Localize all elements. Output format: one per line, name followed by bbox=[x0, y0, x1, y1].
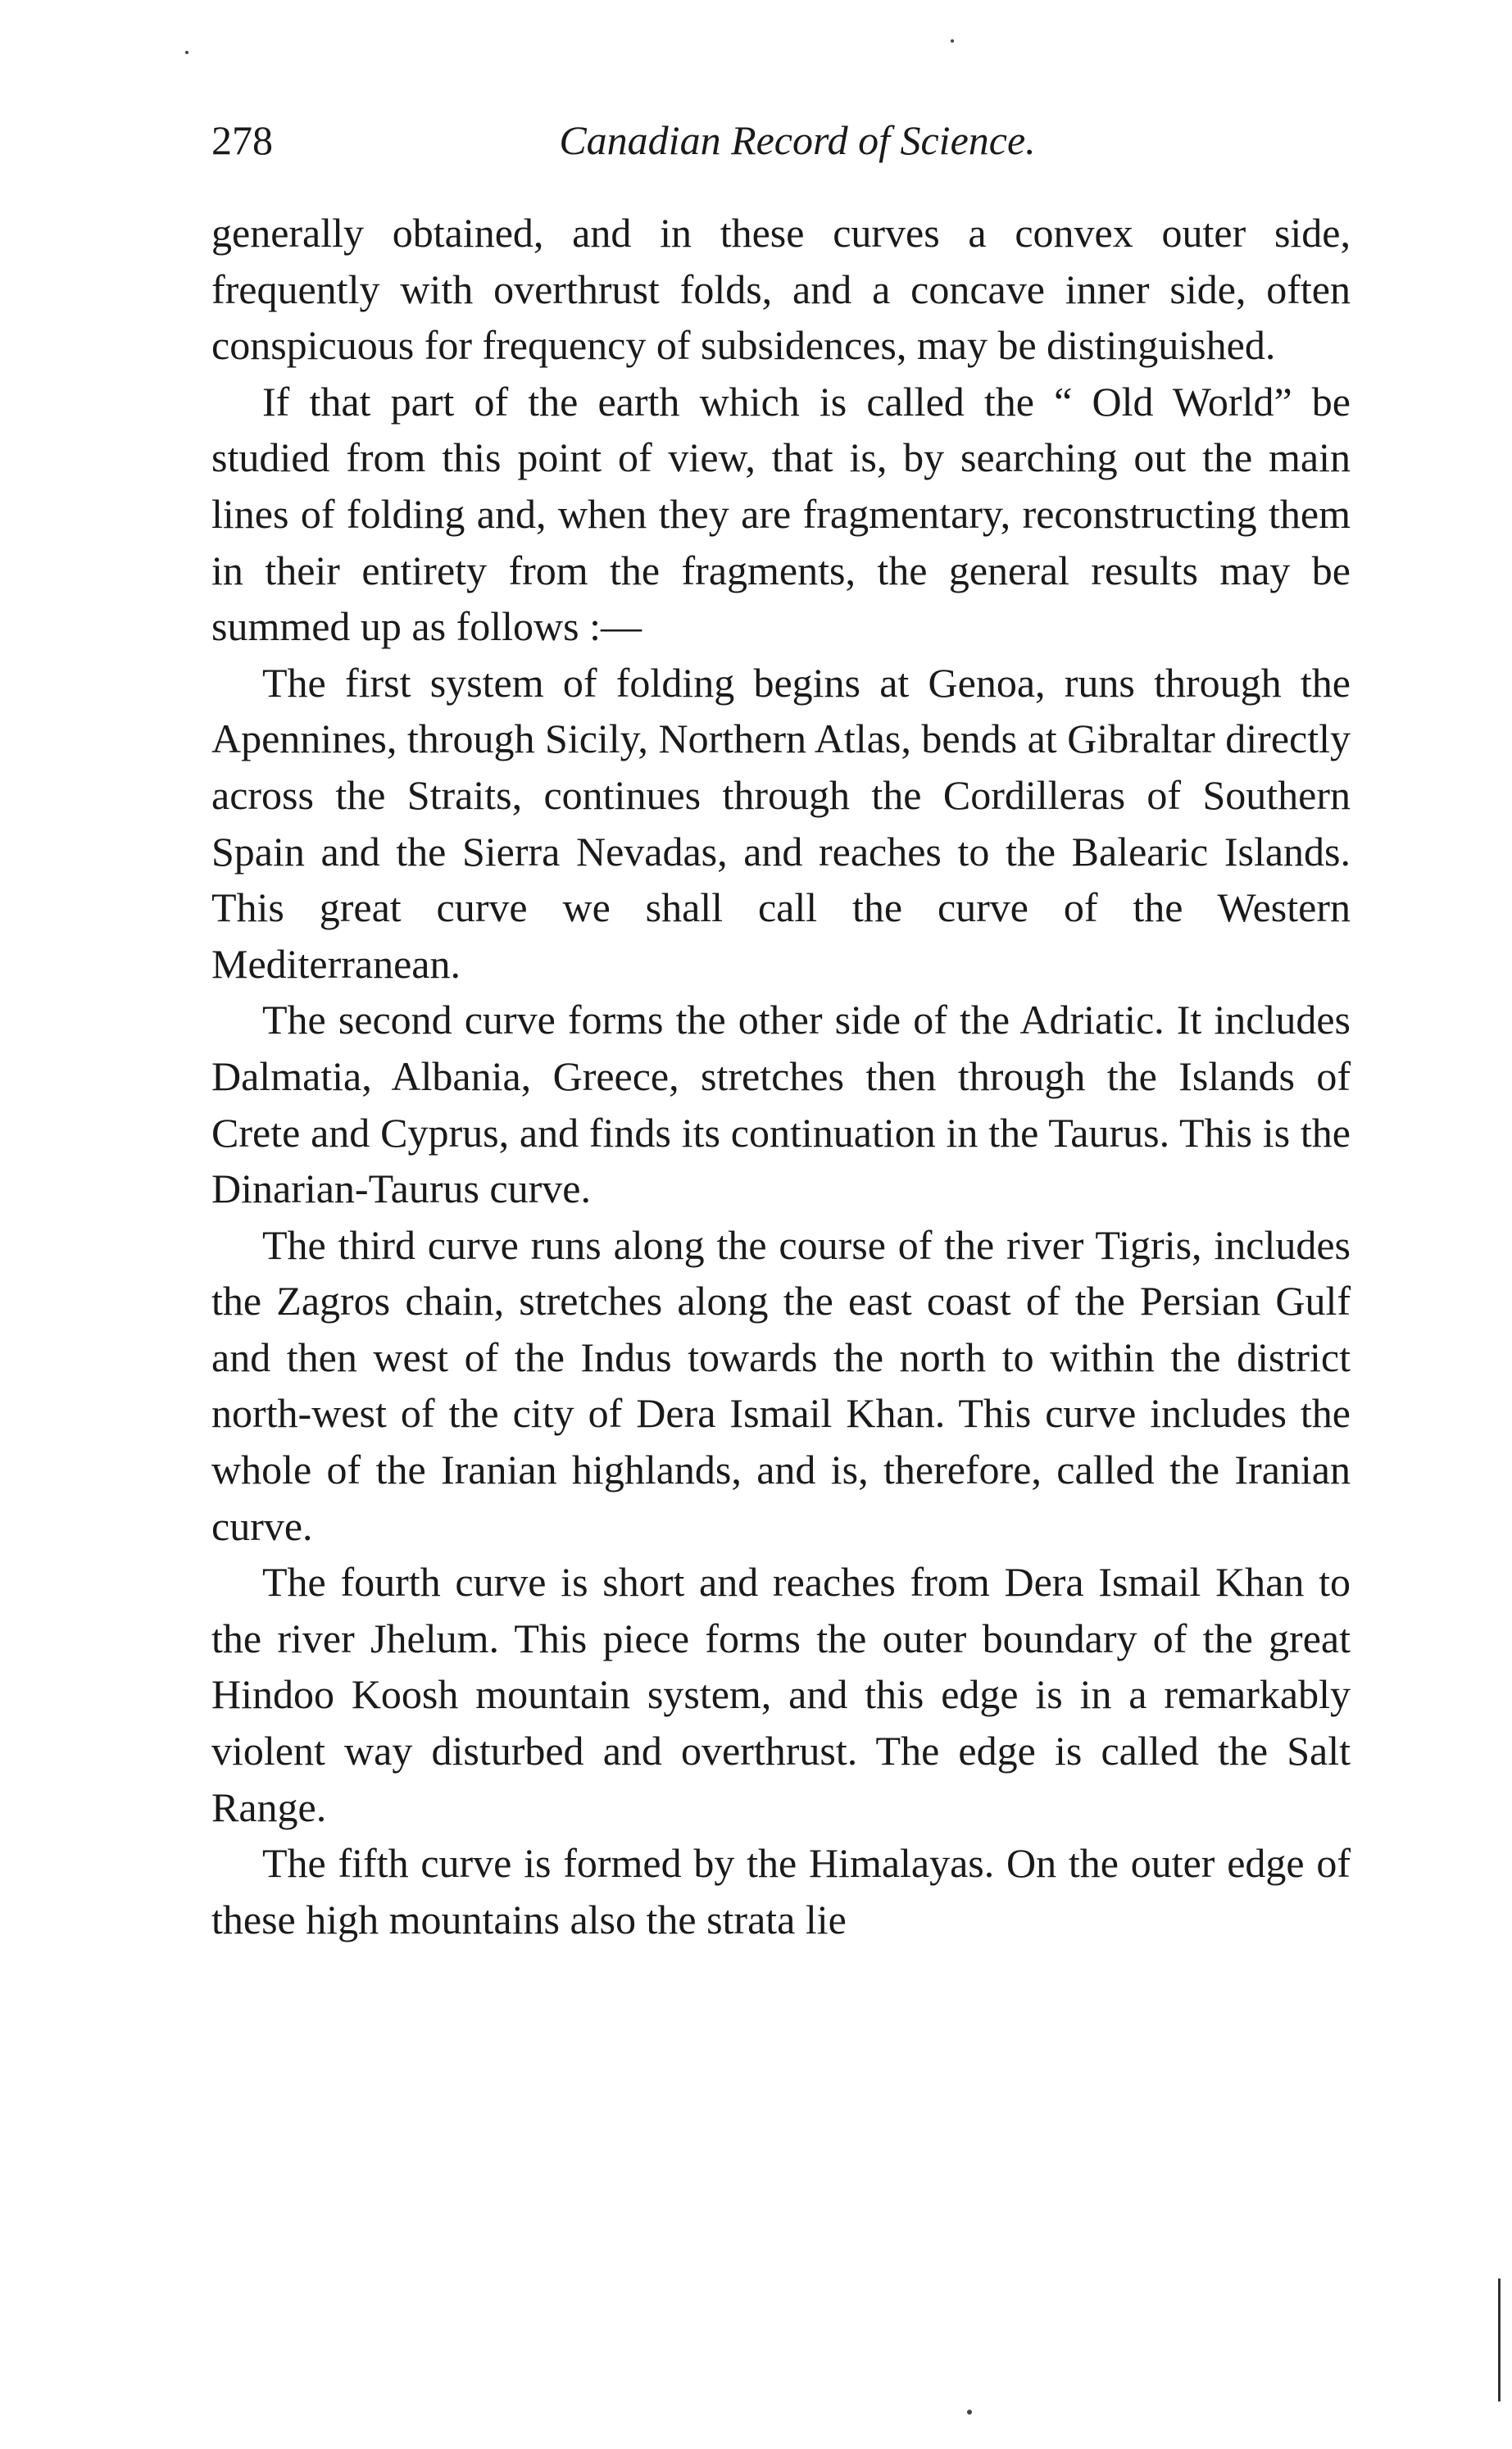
page-number: 278 bbox=[211, 117, 273, 163]
body-text bbox=[211, 205, 1351, 1947]
paragraph-first-curve: The first system of folding begins at Genoa, runs through the Apennines, through Sicily, Northern Atlas, bends at Gibraltar directly across the Straits, continues through the Cordilleras of Southern Spain and the Sierra Nevadas, and reaches to the Balearic Islands. This great curve we shall call the curve of the Western Mediterranean. bbox=[211, 659, 1351, 987]
scan-speck bbox=[951, 39, 954, 43]
paragraph-second-curve: The second curve forms the other side of the Adriatic. It includes Dalmatia, Albania, Greece, stretches then through the Islands of Crete and Cyprus, and finds its continuation in the Taurus. This is the Dinarian-Taurus curve. bbox=[211, 997, 1351, 1212]
paragraph-fourth-curve: The fourth curve is short and reaches from Dera Ismail Khan to the river Jhelum. This piece forms the outer boundary of the great Hindoo Koosh mountain system, and this edge is in a remarkably violent way disturbed and overthrust. The edge is called the Salt Range. bbox=[211, 1559, 1351, 1830]
page-edge-mark bbox=[1498, 2279, 1501, 2401]
page-header bbox=[211, 111, 1351, 169]
paragraph-third-curve: The third curve runs along the course of the river Tigris, includes the Zagros chain, stretches along the east coast of the Persian Gulf and then west of the Indus towards the north to within the district north-west of the city of Dera Ismail Khan. This curve includes the whole of the Iranian highlands, and is, therefore, called the Iranian curve. bbox=[211, 1221, 1351, 1549]
paragraph-fifth-curve: The fifth curve is formed by the Himalayas. On the outer edge of these high mountains also the strata lie bbox=[211, 1840, 1351, 1942]
paragraph-continuation: generally obtained, and in these curves a convex outer side, frequently with overthrust folds, and a concave inner side, often conspicuous for frequency of subsidences, may be distinguished. bbox=[211, 210, 1351, 369]
scan-speck bbox=[185, 51, 188, 54]
running-head: Canadian Record of Science. bbox=[559, 117, 1036, 163]
paragraph-old-world: If that part of the earth which is called the “ Old World” be studied from this point of view, that is, by searching out the main lines of folding and, when they are fragmentary, reconstructing them in their entirety from the fragments, the general results may be summed up as follows :— bbox=[211, 378, 1351, 650]
scan-speck bbox=[967, 2410, 972, 2415]
